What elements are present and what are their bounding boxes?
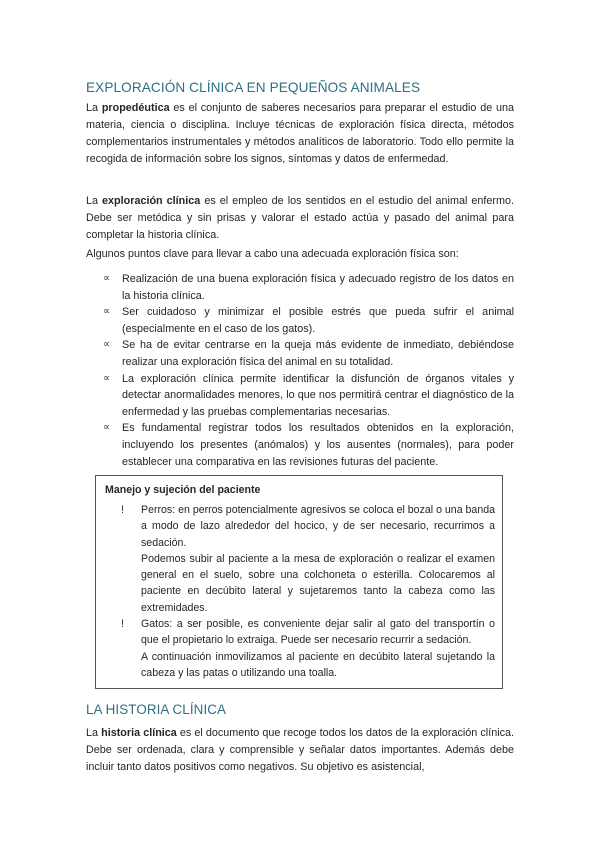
box-item-text: Gatos: a ser posible, es conveniente dejar salir al gato del transportín o que el propietario lo extraiga. Puede ser necesario recurrir a sedación. <box>141 618 495 647</box>
list-item <box>86 371 514 421</box>
box-item-perros <box>105 502 495 616</box>
list-item <box>86 304 514 337</box>
list-item-text: Realización de una buena exploración física y adecuado registro de los datos en la historia clínica. <box>122 273 514 302</box>
exclamation-icon: ! <box>121 504 124 516</box>
paragraph-puntos-clave: Algunos puntos clave para llevar a cabo una adecuada exploración física son: <box>86 248 459 260</box>
bullet-icon: ∝ <box>103 273 111 284</box>
paragraph-exploracion-clinica <box>86 193 514 244</box>
list-item <box>86 337 514 370</box>
section-heading-historia: LA HISTORIA CLÍNICA <box>86 702 227 717</box>
box-item-text: Perros: en perros potencialmente agresivos se coloca el bozal o una banda a modo de lazo alrededor del hocico, y de ser necesario, recurrimos a sedación. <box>141 504 495 549</box>
text: es el documento que recoge todos los datos de la exploración clínica. Debe ser ordenada, clara y comprensible y señalar datos importantes. Además debe incluir tanto datos positivos como negativos. Su objetivo es asistencial, <box>86 727 514 773</box>
text: La <box>86 195 103 207</box>
list-item-text: La exploración clínica permite identificar la disfunción de órganos vitales y detectar anormalidades menores, lo que nos permitirá centrar el diagnóstico de la enfermedad y las pruebas complementarias necesarias. <box>122 372 514 418</box>
box-item-gatos <box>105 616 495 681</box>
box-item-text: A continuación inmovilizamos al paciente en decúbito lateral sujetando la cabeza y las patas o utilizando una toalla. <box>141 650 495 679</box>
info-box-manejo <box>95 475 503 689</box>
box-item-text: Podemos subir al paciente a la mesa de exploración o realizar el examen general en el suelo, sobre una colchoneta o esterilla. Colocaremos al paciente en decúbito lateral y sujetaremos tanto la cabeza como las extremidades. <box>141 552 495 614</box>
exclamation-icon: ! <box>121 618 124 631</box>
bullet-icon: ∝ <box>103 372 111 384</box>
list-item <box>86 420 514 470</box>
paragraph-propedeutica <box>86 100 514 168</box>
list-item-text: Se ha de evitar centrarse en la queja más evidente de inmediato, debiéndose realizar una exploración física del animal en su totalidad. <box>122 339 514 368</box>
text: La <box>86 727 102 739</box>
list-item-text: Ser cuidadoso y minimizar el posible estrés que pueda sufrir el animal (especialmente en el caso de los gatos). <box>122 306 514 335</box>
info-box-body <box>105 502 495 681</box>
bullet-icon: ∝ <box>103 306 111 318</box>
bold-term: historia clínica <box>101 727 177 739</box>
text: es el empleo de los sentidos en el estudio del animal enfermo. Debe ser metódica y sin prisas y valorar el estado actúa y pasado del animal para completar la historia clínica. <box>86 195 514 241</box>
info-box-title: Manejo y sujeción del paciente <box>105 484 261 496</box>
paragraph-historia-clinica <box>86 725 514 776</box>
bold-term: exploración clínica <box>102 195 201 207</box>
bold-term: propedéutica <box>101 102 170 114</box>
bullet-icon: ∝ <box>103 339 111 351</box>
key-points-list <box>86 271 514 470</box>
bullet-icon: ∝ <box>103 422 111 434</box>
text: es el conjunto de saberes necesarios para preparar el estudio de una materia, ciencia o disciplina. Incluye técnicas de exploración física directa, métodos complementarios instrumentales y métodos analíticos de laboratorio. Todo ello permite la recogida de información sobre los signos, síntomas y datos de enfermedad. <box>86 102 515 165</box>
list-item <box>86 271 514 304</box>
list-item-text: Es fundamental registrar todos los resultados obtenidos en la exploración, incluyendo los presentes (anómalos) y los ausentes (normales), para poder establecer una comparativa en las revisiones futuras del paciente. <box>122 422 514 468</box>
text: La <box>86 102 102 114</box>
section-heading-exploracion: EXPLORACIÓN CLÍNICA EN PEQUEÑOS ANIMALES <box>86 80 421 95</box>
